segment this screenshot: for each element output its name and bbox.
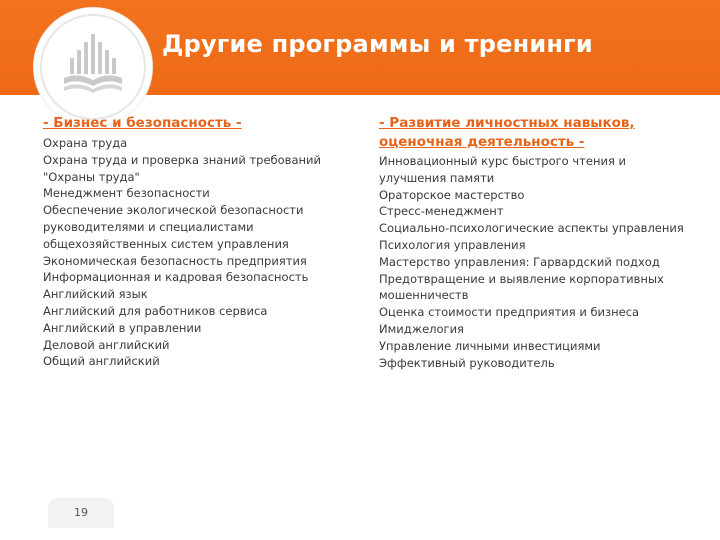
right-column-heading bbox=[379, 114, 699, 152]
list-item: Охрана труда bbox=[43, 136, 128, 150]
page-number: 19 bbox=[48, 498, 114, 528]
right-column bbox=[379, 114, 699, 371]
list-item: Оценка стоимости предприятия и бизнеса bbox=[379, 305, 640, 320]
list-item: Мастерство управления: Гарвардский подход bbox=[379, 254, 660, 269]
right-heading-line-1: - Развитие личностных навыков, bbox=[379, 115, 635, 131]
list-item: Охрана труда и проверка знаний требований bbox=[43, 152, 321, 167]
list-item: Английский для работников сервиса bbox=[43, 303, 268, 318]
list-item: Английский язык bbox=[43, 287, 148, 302]
list-item: Экономическая безопасность предприятия bbox=[43, 253, 307, 268]
list-item: Предотвращение и выявление корпоративных bbox=[379, 271, 664, 286]
right-item-list bbox=[379, 153, 699, 371]
list-item: "Охраны труда" bbox=[43, 169, 140, 184]
list-item: Психология управления bbox=[379, 237, 526, 252]
list-item: общехозяйственных систем управления bbox=[43, 236, 289, 251]
left-column bbox=[43, 114, 343, 370]
list-item: Управление личными инвестициями bbox=[379, 338, 601, 353]
list-item: Английский в управлении bbox=[43, 320, 202, 335]
list-item: Имиджелогия bbox=[379, 321, 464, 336]
left-item-list bbox=[43, 135, 343, 370]
list-item: руководителями и специалистами bbox=[43, 219, 254, 234]
list-item: Менеджмент безопасности bbox=[43, 186, 210, 201]
list-item: Ораторское мастерство bbox=[379, 187, 525, 202]
book-with-buildings-icon bbox=[58, 30, 128, 102]
list-item: Социально-психологические аспекты управления bbox=[379, 221, 684, 236]
right-heading-line-2: оценочная деятельность - bbox=[379, 134, 585, 150]
left-column-heading: - Бизнес и безопасность - bbox=[43, 115, 242, 131]
list-item: Информационная и кадровая безопасность bbox=[43, 270, 309, 285]
list-item: мошенничеств bbox=[379, 288, 469, 303]
list-item: Деловой английский bbox=[43, 337, 170, 352]
logo-badge bbox=[34, 8, 152, 126]
list-item: Инновационный курс быстрого чтения и bbox=[379, 154, 626, 168]
slide-title: Другие программы и тренинги bbox=[162, 30, 593, 58]
list-item: Стресс-менеджмент bbox=[379, 204, 504, 219]
list-item: Эффективный руководитель bbox=[379, 355, 555, 370]
list-item: Общий английский bbox=[43, 354, 160, 369]
list-item: Обеспечение экологической безопасности bbox=[43, 203, 304, 218]
list-item: улучшения памяти bbox=[379, 170, 495, 185]
